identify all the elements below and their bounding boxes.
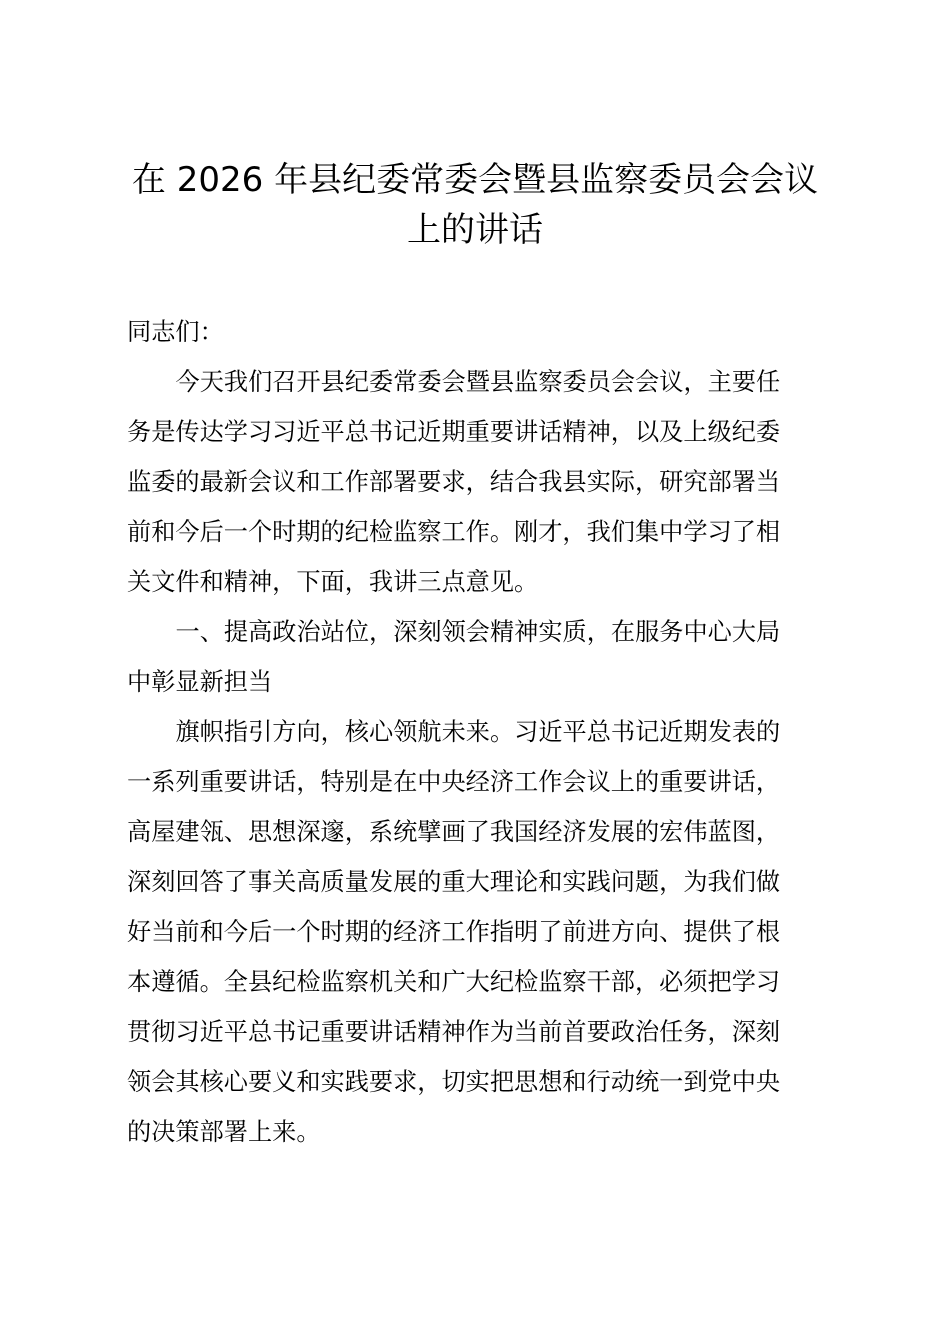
document-title bbox=[100, 155, 850, 255]
document-body bbox=[127, 307, 833, 1157]
salutation: 同志们： bbox=[127, 318, 224, 346]
text-line: 高屋建瓴、思想深邃，系统擘画了我国经济发展的宏伟蓝图， bbox=[127, 818, 781, 846]
text-line: 领会其核心要义和实践要求，切实把思想和行动统一到党中央 bbox=[127, 1068, 781, 1096]
text-line: 务是传达学习习近平总书记近期重要讲话精神，以及上级纪委 bbox=[127, 418, 781, 446]
paragraph-intro bbox=[127, 357, 833, 607]
text-line: 今天我们召开县纪委常委会暨县监察委员会会议，主要任 bbox=[175, 368, 781, 396]
paragraph-section-1 bbox=[127, 707, 833, 1157]
text-line: 前和今后一个时期的纪检监察工作。刚才，我们集中学习了相 bbox=[127, 518, 781, 546]
text-line: 关文件和精神，下面，我讲三点意见。 bbox=[127, 568, 539, 596]
title-line-2: 上的讲话 bbox=[407, 210, 543, 250]
text-line: 一系列重要讲话，特别是在中央经济工作会议上的重要讲话， bbox=[127, 768, 781, 796]
text-line: 的决策部署上来。 bbox=[127, 1118, 321, 1146]
text-line: 旗帜指引方向，核心领航未来。习近平总书记近期发表的 bbox=[175, 718, 781, 746]
title-line-1: 在 2026 年县纪委常委会暨县监察委员会会议 bbox=[131, 160, 819, 200]
text-line: 监委的最新会议和工作部署要求，结合我县实际，研究部署当 bbox=[127, 468, 781, 496]
heading-line: 中彰显新担当 bbox=[127, 668, 273, 696]
text-line: 本遵循。全县纪检监察机关和广大纪检监察干部，必须把学习 bbox=[127, 968, 781, 996]
text-line: 贯彻习近平总书记重要讲话精神作为当前首要政治任务，深刻 bbox=[127, 1018, 781, 1046]
section-heading-1 bbox=[127, 607, 833, 707]
text-line: 好当前和今后一个时期的经济工作指明了前进方向、提供了根 bbox=[127, 918, 781, 946]
heading-line: 一、提高政治站位，深刻领会精神实质，在服务中心大局 bbox=[175, 618, 781, 646]
text-line: 深刻回答了事关高质量发展的重大理论和实践问题，为我们做 bbox=[127, 868, 781, 896]
